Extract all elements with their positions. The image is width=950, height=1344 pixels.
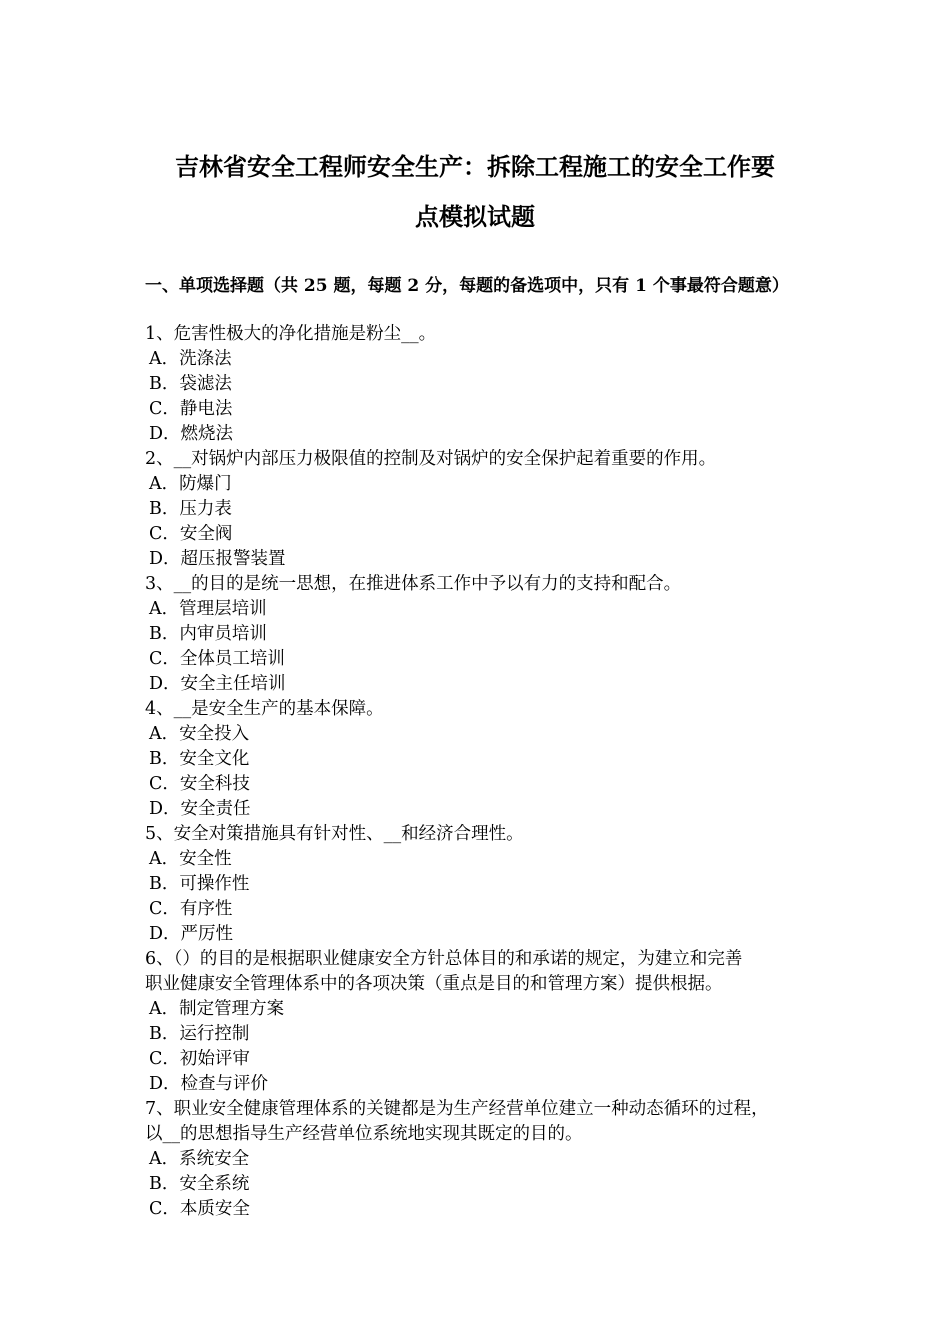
- answer-option: B．运行控制: [149, 1024, 250, 1044]
- question-stem-line: 2、__对锅炉内部压力极限值的控制及对锅炉的安全保护起着重要的作用。: [145, 449, 717, 469]
- answer-option: A．安全投入: [149, 724, 250, 744]
- document-title-line-1: 吉林省安全工程师安全生产：拆除工程施工的安全工作要: [175, 152, 775, 181]
- answer-option: D．检查与评价: [149, 1074, 269, 1094]
- answer-option: A．制定管理方案: [149, 999, 285, 1019]
- answer-option: D．安全主任培训: [149, 674, 286, 694]
- question-2: [145, 447, 817, 572]
- answer-option: C．静电法: [149, 399, 233, 419]
- question-stem-line: 4、__是安全生产的基本保障。: [145, 699, 384, 719]
- question-5: [145, 822, 817, 947]
- answer-option: C．安全科技: [149, 774, 250, 794]
- question-list: [145, 322, 817, 1222]
- answer-option: B．压力表: [149, 499, 232, 519]
- answer-option: C．安全阀: [149, 524, 233, 544]
- question-stem-line: 7、职业安全健康管理体系的关键都是为生产经营单位建立一种动态循环的过程，: [145, 1099, 769, 1119]
- answer-option: D．超压报警装置: [149, 549, 286, 569]
- document-title-line-2: 点模拟试题: [415, 202, 535, 231]
- question-stem-line: 1、危害性极大的净化措施是粉尘__。: [145, 324, 437, 344]
- question-3: [145, 572, 817, 697]
- question-6: [145, 947, 817, 1097]
- answer-option: B．安全系统: [149, 1174, 250, 1194]
- answer-option: D．燃烧法: [149, 424, 234, 444]
- answer-option: D．严厉性: [149, 924, 234, 944]
- section-heading: 一、单项选择题（共 25 题，每题 2 分，每题的备选项中，只有 1 个事最符合题意）: [145, 276, 789, 296]
- answer-option: A．防爆门: [149, 474, 232, 494]
- answer-option: B．袋滤法: [149, 374, 232, 394]
- question-7: [145, 1097, 817, 1222]
- answer-option: A．系统安全: [149, 1149, 250, 1169]
- answer-option: C．全体员工培训: [149, 649, 285, 669]
- answer-option: C．初始评审: [149, 1049, 250, 1069]
- answer-option: A．管理层培训: [149, 599, 267, 619]
- answer-option: D．安全责任: [149, 799, 251, 819]
- answer-option: A．安全性: [149, 849, 232, 869]
- question-stem-line: 以__的思想指导生产经营单位系统地实现其既定的目的。: [145, 1124, 583, 1144]
- question-4: [145, 697, 817, 822]
- answer-option: B．可操作性: [149, 874, 250, 894]
- question-stem-line: 5、安全对策措施具有针对性、__和经济合理性。: [145, 824, 524, 844]
- answer-option: C．本质安全: [149, 1199, 250, 1219]
- answer-option: B．安全文化: [149, 749, 250, 769]
- answer-option: C．有序性: [149, 899, 233, 919]
- answer-option: B．内审员培训: [149, 624, 267, 644]
- question-stem-line: 3、__的目的是统一思想，在推进体系工作中予以有力的支持和配合。: [145, 574, 682, 594]
- question-stem-line: 职业健康安全管理体系中的各项决策（重点是目的和管理方案）提供根据。: [145, 974, 723, 994]
- question-stem-line: 6、（）的目的是根据职业健康安全方针总体目的和承诺的规定，为建立和完善: [145, 949, 743, 969]
- answer-option: A．洗涤法: [149, 349, 232, 369]
- question-1: [145, 322, 817, 447]
